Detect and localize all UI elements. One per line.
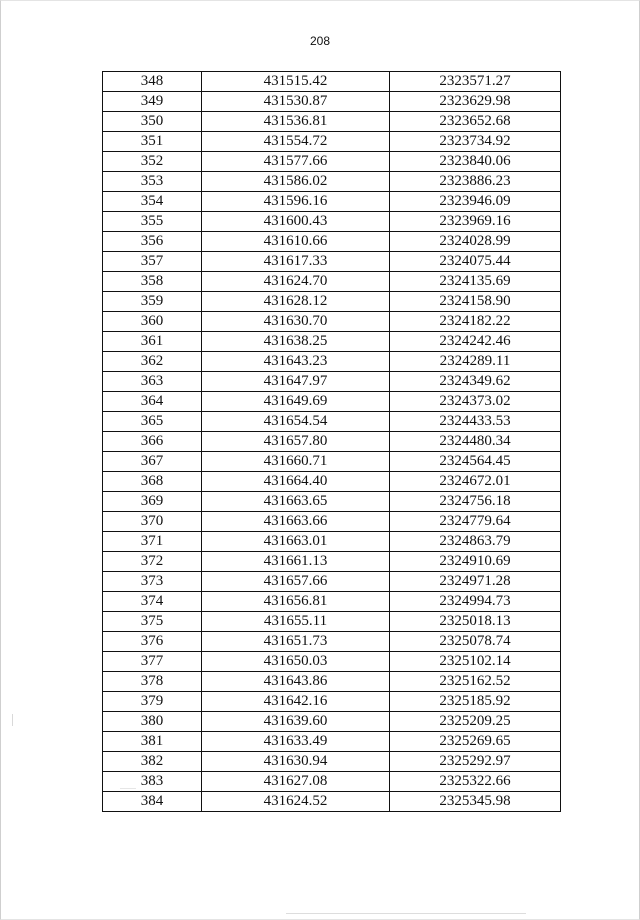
scan-mark [286,913,526,914]
y-coordinate-cell: 2324480.34 [390,432,561,452]
y-coordinate-cell: 2324242.46 [390,332,561,352]
point-number-cell: 372 [103,552,202,572]
table-row [103,72,561,92]
x-coordinate-cell: 431624.52 [202,792,390,812]
table-row [103,692,561,712]
point-number-cell: 373 [103,572,202,592]
y-coordinate-cell: 2324910.69 [390,552,561,572]
table-row [103,552,561,572]
table-row [103,652,561,672]
point-number-cell: 357 [103,252,202,272]
y-coordinate-cell: 2324158.90 [390,292,561,312]
x-coordinate-cell: 431610.66 [202,232,390,252]
table-row [103,112,561,132]
point-number-cell: 356 [103,232,202,252]
y-coordinate-cell: 2324564.45 [390,452,561,472]
y-coordinate-cell: 2324373.02 [390,392,561,412]
x-coordinate-cell: 431624.70 [202,272,390,292]
coordinate-table [102,71,561,812]
table-row [103,532,561,552]
y-coordinate-cell: 2325162.52 [390,672,561,692]
table-row [103,272,561,292]
y-coordinate-cell: 2325102.14 [390,652,561,672]
point-number-cell: 369 [103,492,202,512]
point-number-cell: 360 [103,312,202,332]
y-coordinate-cell: 2325292.97 [390,752,561,772]
table-row [103,312,561,332]
scan-mark [12,714,13,726]
x-coordinate-cell: 431642.16 [202,692,390,712]
x-coordinate-cell: 431654.54 [202,412,390,432]
table-row [103,232,561,252]
x-coordinate-cell: 431650.03 [202,652,390,672]
point-number-cell: 348 [103,72,202,92]
point-number-cell: 350 [103,112,202,132]
table-row [103,792,561,812]
x-coordinate-cell: 431586.02 [202,172,390,192]
point-number-cell: 377 [103,652,202,672]
table-row [103,412,561,432]
point-number-cell: 352 [103,152,202,172]
x-coordinate-cell: 431630.94 [202,752,390,772]
table-row [103,212,561,232]
y-coordinate-cell: 2324289.11 [390,352,561,372]
y-coordinate-cell: 2325018.13 [390,612,561,632]
table-row [103,472,561,492]
point-number-cell: 378 [103,672,202,692]
x-coordinate-cell: 431596.16 [202,192,390,212]
x-coordinate-cell: 431664.40 [202,472,390,492]
y-coordinate-cell: 2325269.65 [390,732,561,752]
y-coordinate-cell: 2323571.27 [390,72,561,92]
coordinate-table-body [103,72,561,812]
x-coordinate-cell: 431647.97 [202,372,390,392]
y-coordinate-cell: 2324349.62 [390,372,561,392]
x-coordinate-cell: 431627.08 [202,772,390,792]
point-number-cell: 368 [103,472,202,492]
y-coordinate-cell: 2324135.69 [390,272,561,292]
y-coordinate-cell: 2325209.25 [390,712,561,732]
x-coordinate-cell: 431663.01 [202,532,390,552]
y-coordinate-cell: 2324863.79 [390,532,561,552]
point-number-cell: 365 [103,412,202,432]
table-row [103,672,561,692]
table-row [103,592,561,612]
point-number-cell: 353 [103,172,202,192]
x-coordinate-cell: 431554.72 [202,132,390,152]
table-row [103,392,561,412]
table-row [103,372,561,392]
y-coordinate-cell: 2324672.01 [390,472,561,492]
point-number-cell: 359 [103,292,202,312]
point-number-cell: 358 [103,272,202,292]
y-coordinate-cell: 2323734.92 [390,132,561,152]
x-coordinate-cell: 431600.43 [202,212,390,232]
table-row [103,152,561,172]
point-number-cell: 380 [103,712,202,732]
y-coordinate-cell: 2324182.22 [390,312,561,332]
x-coordinate-cell: 431628.12 [202,292,390,312]
table-row [103,572,561,592]
point-number-cell: 382 [103,752,202,772]
point-number-cell: 361 [103,332,202,352]
point-number-cell: 355 [103,212,202,232]
table-row [103,492,561,512]
x-coordinate-cell: 431663.66 [202,512,390,532]
x-coordinate-cell: 431515.42 [202,72,390,92]
table-row [103,732,561,752]
point-number-cell: 363 [103,372,202,392]
point-number-cell: 371 [103,532,202,552]
x-coordinate-cell: 431656.81 [202,592,390,612]
x-coordinate-cell: 431657.66 [202,572,390,592]
y-coordinate-cell: 2324779.64 [390,512,561,532]
table-row [103,172,561,192]
x-coordinate-cell: 431617.33 [202,252,390,272]
y-coordinate-cell: 2324075.44 [390,252,561,272]
y-coordinate-cell: 2324433.53 [390,412,561,432]
y-coordinate-cell: 2324971.28 [390,572,561,592]
point-number-cell: 367 [103,452,202,472]
x-coordinate-cell: 431643.86 [202,672,390,692]
x-coordinate-cell: 431663.65 [202,492,390,512]
y-coordinate-cell: 2323946.09 [390,192,561,212]
table-row [103,452,561,472]
table-row [103,92,561,112]
table-row [103,292,561,312]
table-row [103,712,561,732]
x-coordinate-cell: 431536.81 [202,112,390,132]
table-row [103,432,561,452]
point-number-cell: 354 [103,192,202,212]
y-coordinate-cell: 2325185.92 [390,692,561,712]
y-coordinate-cell: 2324994.73 [390,592,561,612]
x-coordinate-cell: 431643.23 [202,352,390,372]
x-coordinate-cell: 431530.87 [202,92,390,112]
point-number-cell: 364 [103,392,202,412]
point-number-cell: 362 [103,352,202,372]
x-coordinate-cell: 431660.71 [202,452,390,472]
point-number-cell: 349 [103,92,202,112]
table-row [103,772,561,792]
point-number-cell: 381 [103,732,202,752]
y-coordinate-cell: 2323886.23 [390,172,561,192]
table-row [103,192,561,212]
point-number-cell: 370 [103,512,202,532]
x-coordinate-cell: 431638.25 [202,332,390,352]
y-coordinate-cell: 2324028.99 [390,232,561,252]
x-coordinate-cell: 431655.11 [202,612,390,632]
x-coordinate-cell: 431639.60 [202,712,390,732]
x-coordinate-cell: 431633.49 [202,732,390,752]
table-row [103,332,561,352]
y-coordinate-cell: 2323652.68 [390,112,561,132]
point-number-cell: 366 [103,432,202,452]
scan-mark [120,788,136,789]
table-row [103,752,561,772]
page-number: 208 [309,34,331,48]
y-coordinate-cell: 2325322.66 [390,772,561,792]
y-coordinate-cell: 2325345.98 [390,792,561,812]
x-coordinate-cell: 431657.80 [202,432,390,452]
table-row [103,612,561,632]
point-number-cell: 374 [103,592,202,612]
y-coordinate-cell: 2323840.06 [390,152,561,172]
table-row [103,252,561,272]
point-number-cell: 384 [103,792,202,812]
x-coordinate-cell: 431661.13 [202,552,390,572]
table-row [103,352,561,372]
y-coordinate-cell: 2324756.18 [390,492,561,512]
table-row [103,512,561,532]
x-coordinate-cell: 431577.66 [202,152,390,172]
table-row [103,632,561,652]
y-coordinate-cell: 2325078.74 [390,632,561,652]
x-coordinate-cell: 431630.70 [202,312,390,332]
point-number-cell: 375 [103,612,202,632]
y-coordinate-cell: 2323969.16 [390,212,561,232]
point-number-cell: 376 [103,632,202,652]
y-coordinate-cell: 2323629.98 [390,92,561,112]
point-number-cell: 351 [103,132,202,152]
point-number-cell: 383 [103,772,202,792]
point-number-cell: 379 [103,692,202,712]
table-row [103,132,561,152]
x-coordinate-cell: 431651.73 [202,632,390,652]
x-coordinate-cell: 431649.69 [202,392,390,412]
